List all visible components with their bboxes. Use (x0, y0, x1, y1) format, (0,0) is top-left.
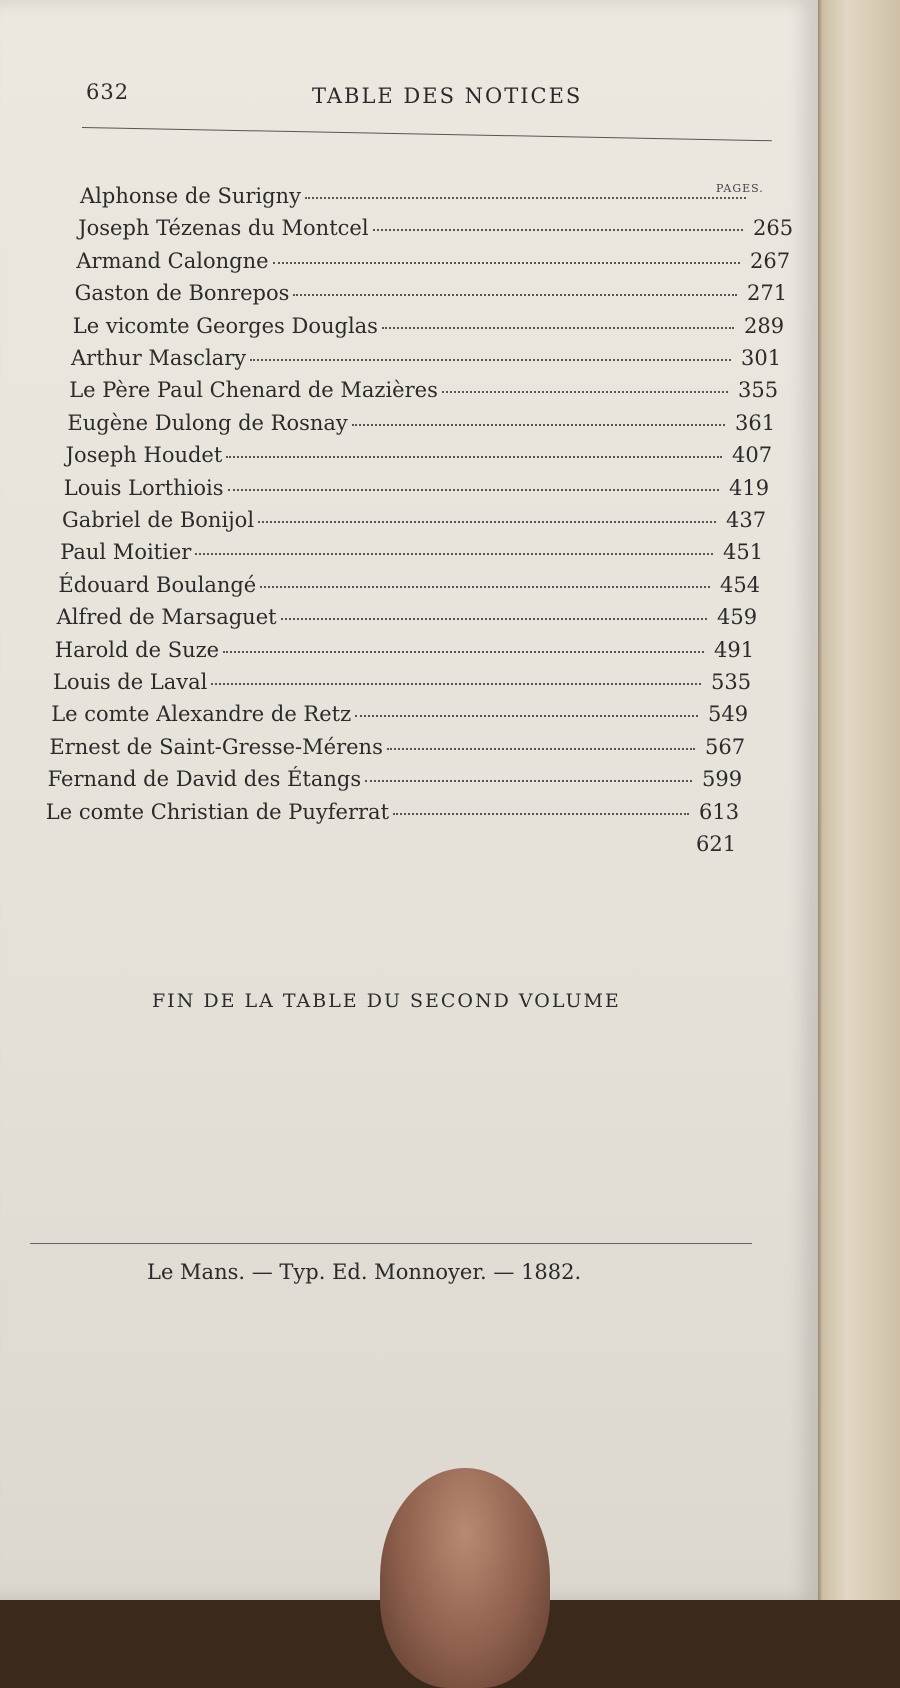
toc-entry (55, 638, 754, 668)
toc-entry-page: 549 (707, 702, 749, 727)
toc-entry (58, 573, 760, 603)
printer-imprint: Le Mans. — Typ. Ed. Monnoyer. — 1882. (147, 1260, 582, 1284)
toc-entry-page: 361 (734, 410, 776, 435)
toc-entry (71, 346, 781, 376)
toc-entry-name: Le comte Christian de Puyferrat (45, 799, 390, 824)
header-rule (82, 127, 772, 141)
toc-entry (48, 767, 742, 797)
page-number: 632 (86, 80, 130, 104)
toc-entry (64, 476, 769, 506)
toc-entry (75, 281, 787, 311)
toc-entry-page: 621 (696, 832, 737, 856)
running-title: TABLE DES NOTICES (312, 84, 583, 108)
dot-leader (365, 780, 692, 782)
toc-entry (80, 184, 796, 214)
toc-trailing-page (44, 832, 736, 862)
dot-leader (355, 715, 698, 717)
toc-entry-name: Le Père Paul Chenard de Mazières (69, 378, 438, 403)
toc-entry-name: Alphonse de Surigny (80, 184, 301, 208)
dot-leader (387, 748, 695, 750)
toc-entry-page: 599 (701, 767, 743, 792)
dot-leader (260, 586, 710, 588)
finger (380, 1468, 550, 1688)
dot-leader (382, 327, 734, 329)
toc-entry (69, 378, 778, 408)
book-edge (812, 0, 900, 1600)
footer-rule (30, 1243, 752, 1244)
dot-leader (293, 294, 737, 296)
dot-leader (223, 651, 704, 653)
toc-entry-name: Eugène Dulong de Rosnay (67, 410, 348, 435)
dot-leader (273, 262, 740, 264)
toc-entry-name: Gabriel de Bonijol (62, 508, 255, 532)
toc-entry-name: Armand Calongne (76, 248, 269, 273)
pages-column-label: PAGES. (716, 182, 764, 195)
dot-leader (393, 813, 689, 815)
toc-entry-page: 267 (749, 248, 791, 273)
toc-entry (78, 216, 793, 246)
toc-entry-name: Le comte Alexandre de Retz (51, 702, 352, 727)
toc-entry-name: Harold de Suze (54, 637, 220, 662)
end-note: FIN DE LA TABLE DU SECOND VOLUME (152, 990, 621, 1012)
dot-leader (211, 683, 701, 685)
toc-entry-name: Joseph Houdet (65, 443, 223, 468)
toc-entry-page: 301 (741, 346, 782, 370)
toc-entry-page: 355 (737, 378, 779, 403)
toc-entry (76, 249, 790, 279)
toc-entry (53, 670, 751, 700)
dot-leader (195, 553, 713, 555)
toc-entry-page: 271 (746, 281, 788, 306)
toc-entry (62, 508, 766, 538)
toc-entry (49, 735, 745, 765)
toc-entry (57, 605, 757, 635)
toc-entry-name: Arthur Masclary (71, 346, 247, 370)
dot-leader (281, 618, 707, 620)
toc-entry-page: 567 (704, 734, 746, 759)
toc-entry-name: Alfred de Marsaguet (56, 605, 277, 630)
toc-entry-page: 407 (731, 443, 773, 468)
toc-entry-name: Louis de Laval (53, 670, 208, 694)
toc-entry-page: 459 (716, 605, 758, 630)
toc-entry-page: 289 (743, 313, 785, 338)
toc-entry-name: Le vicomte Georges Douglas (72, 313, 378, 338)
dot-leader (305, 197, 746, 199)
toc-entry-name: Ernest de Saint-Gresse-Mérens (49, 734, 383, 759)
toc-entry-name: Joseph Tézenas du Montcel (78, 216, 369, 241)
toc-entry (66, 443, 772, 473)
dot-leader (250, 359, 731, 361)
toc-entry-page: 613 (698, 799, 740, 824)
toc-entry-page: 437 (726, 508, 767, 532)
toc-entry-page: 491 (713, 637, 755, 662)
toc-entry-name: Gaston de Bonrepos (74, 281, 290, 306)
dot-leader (352, 424, 725, 426)
toc-entry-page: 419 (728, 475, 770, 500)
dot-leader (228, 489, 719, 491)
toc-entry-page: 454 (719, 572, 761, 597)
toc-entry-name: Paul Moitier (60, 540, 192, 565)
toc-entry (46, 800, 739, 830)
toc-entry-name: Louis Lorthiois (63, 475, 224, 500)
toc-entry-page: 535 (711, 670, 752, 694)
toc-entry-name: Fernand de David des Étangs (47, 767, 362, 792)
dot-leader (226, 456, 722, 458)
dot-leader (258, 521, 716, 523)
toc-entry-page: 265 (752, 216, 794, 241)
dot-leader (373, 229, 743, 231)
toc-entry (73, 314, 784, 344)
toc-entry (60, 540, 763, 570)
toc-entry-page: 451 (722, 540, 764, 565)
dot-leader (442, 391, 728, 393)
toc-entry (67, 411, 775, 441)
toc-entry (51, 702, 748, 732)
toc-entry-name: Édouard Boulangé (58, 572, 257, 597)
